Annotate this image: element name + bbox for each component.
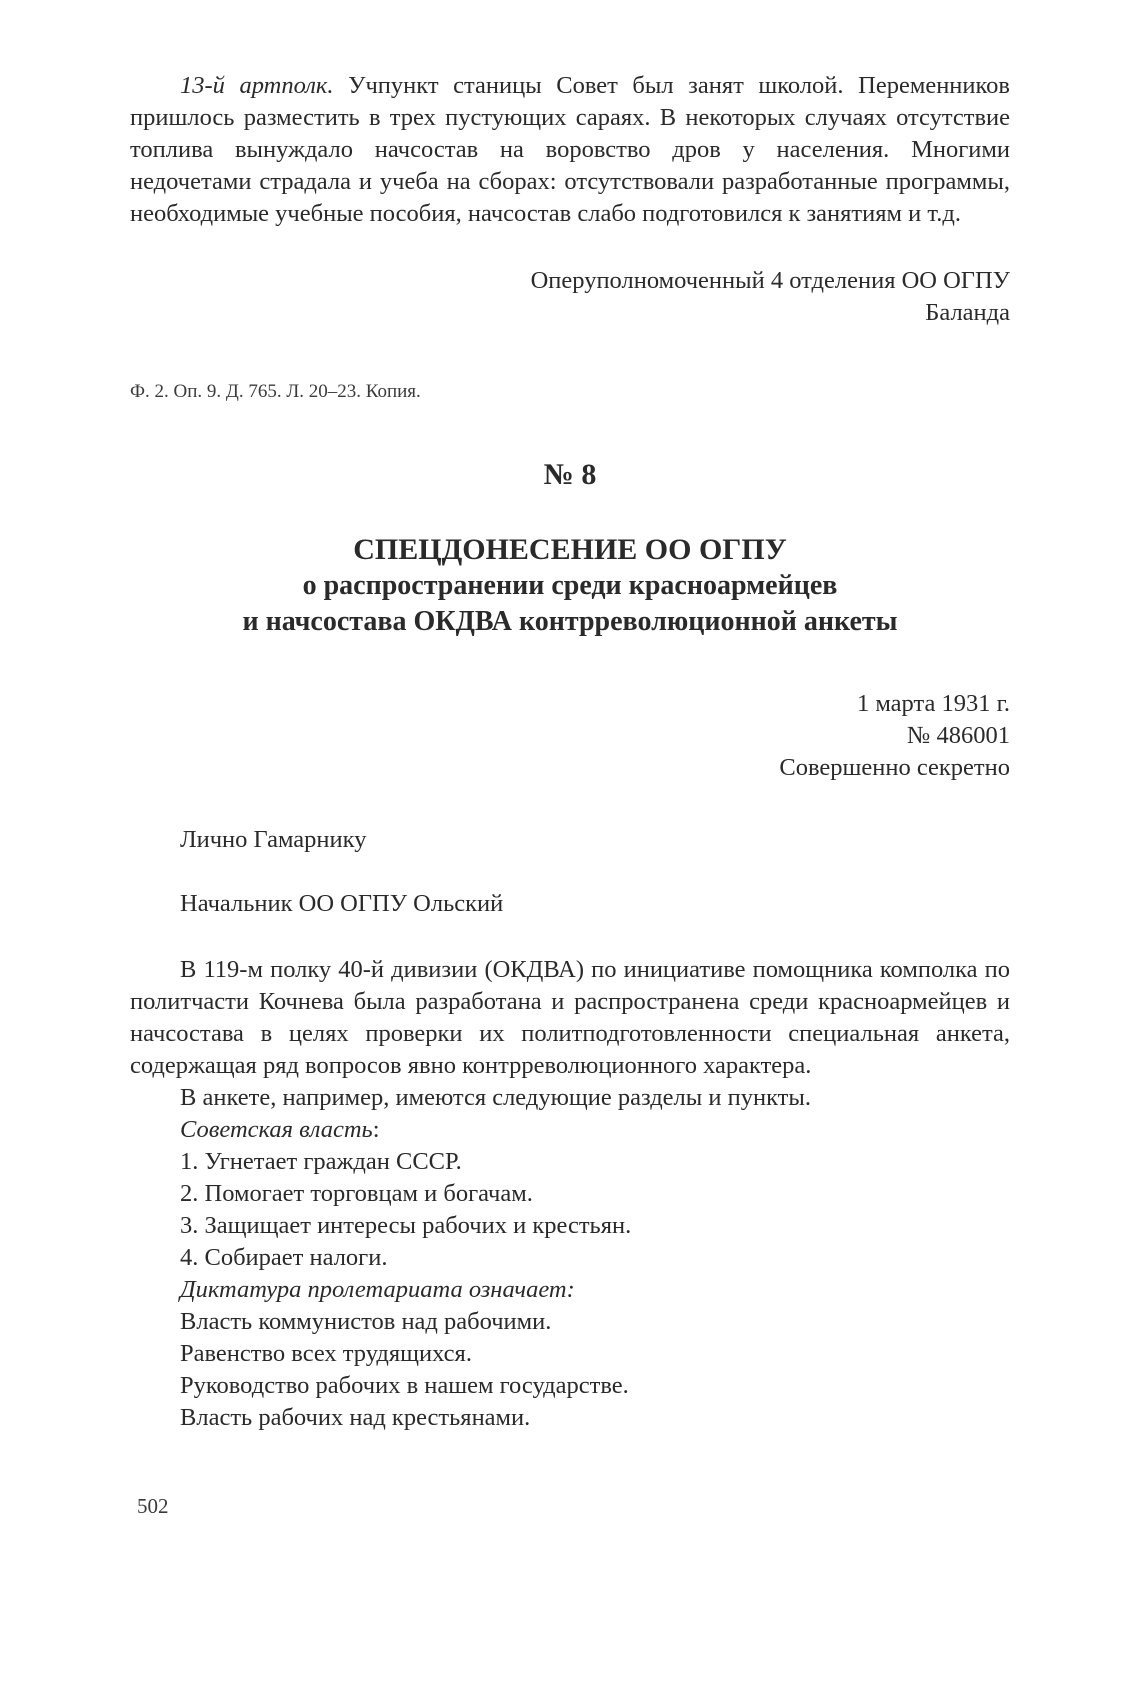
section1-item: 3. Защищает интересы рабочих и крестьян. [180,1212,632,1239]
section1-heading [130,1114,1010,1146]
section1-title: Советская власть [180,1116,373,1143]
document-meta [130,688,1010,784]
document-title [130,532,1010,640]
section1-colon: : [372,1116,380,1143]
signature-name: Баланда [925,299,1010,326]
document-reg-number: № 486001 [906,722,1010,749]
document-secrecy: Совершенно секретно [779,754,1010,781]
body-intro: В 119-м полку 40-й дивизии (ОКДВА) по инициативе помощника комполка по политчасти Кочнева была разработана и распространена среди красноармейцев и начсостава в целях проверки их политподготовленности специальная анкета, содержащая ряд вопросов явно контрреволюционного характера. [130,956,1010,1079]
document-title-line2: о распространении среди красноармейцев [302,570,838,601]
section2-item: Руководство рабочих в нашем государстве. [180,1372,629,1399]
top-paragraph-text: Учпункт станицы Совет был занят школой. Переменников пришлось разместить в трех пустующих сараях. В некоторых случаях отсутствие топлива вынуждало начсостав на воровство дров у населения. Многими недочетами страдала и учеба на сборах: отсутствовали разработанные программы, необходимые учебные пособия, начсостав слабо подготовился к занятиям и т.д. [130,72,1011,227]
body-second: В анкете, например, имеются следующие разделы и пункты. [180,1084,811,1111]
archive-source-ref: Ф. 2. Оп. 9. Д. 765. Л. 20–23. Копия. [130,381,421,402]
top-paragraph [130,70,1010,230]
signature-position: Оперуполномоченный 4 отделения ОО ОГПУ [530,267,1010,294]
signature-block [130,265,1010,329]
document-title-main: СПЕЦДОНЕСЕНИЕ ОО ОГПУ [353,533,787,566]
section1-item: 1. Угнетает граждан СССР. [180,1148,462,1175]
section2-item: Равенство всех трудящихся. [180,1340,472,1367]
document-title-line3: и начсостава ОКДВА контрреволюционной анкеты [242,606,898,637]
document-date: 1 марта 1931 г. [856,690,1010,717]
addressee: Лично Гамарнику [180,826,367,853]
section1-item: 2. Помогает торговцам и богачам. [180,1180,533,1207]
top-paragraph-lead: 13-й артполк. [180,72,334,99]
section2-title: Диктатура пролетариата означает: [180,1276,575,1303]
document-number: № 8 [543,458,597,491]
sender: Начальник ОО ОГПУ Ольский [180,890,504,917]
section1-item: 4. Собирает налоги. [180,1244,388,1271]
section2-item: Власть рабочих над крестьянами. [180,1404,531,1431]
document-page [130,70,1010,1434]
section2-item: Власть коммунистов над рабочими. [180,1308,552,1335]
page-number: 502 [137,1494,169,1518]
